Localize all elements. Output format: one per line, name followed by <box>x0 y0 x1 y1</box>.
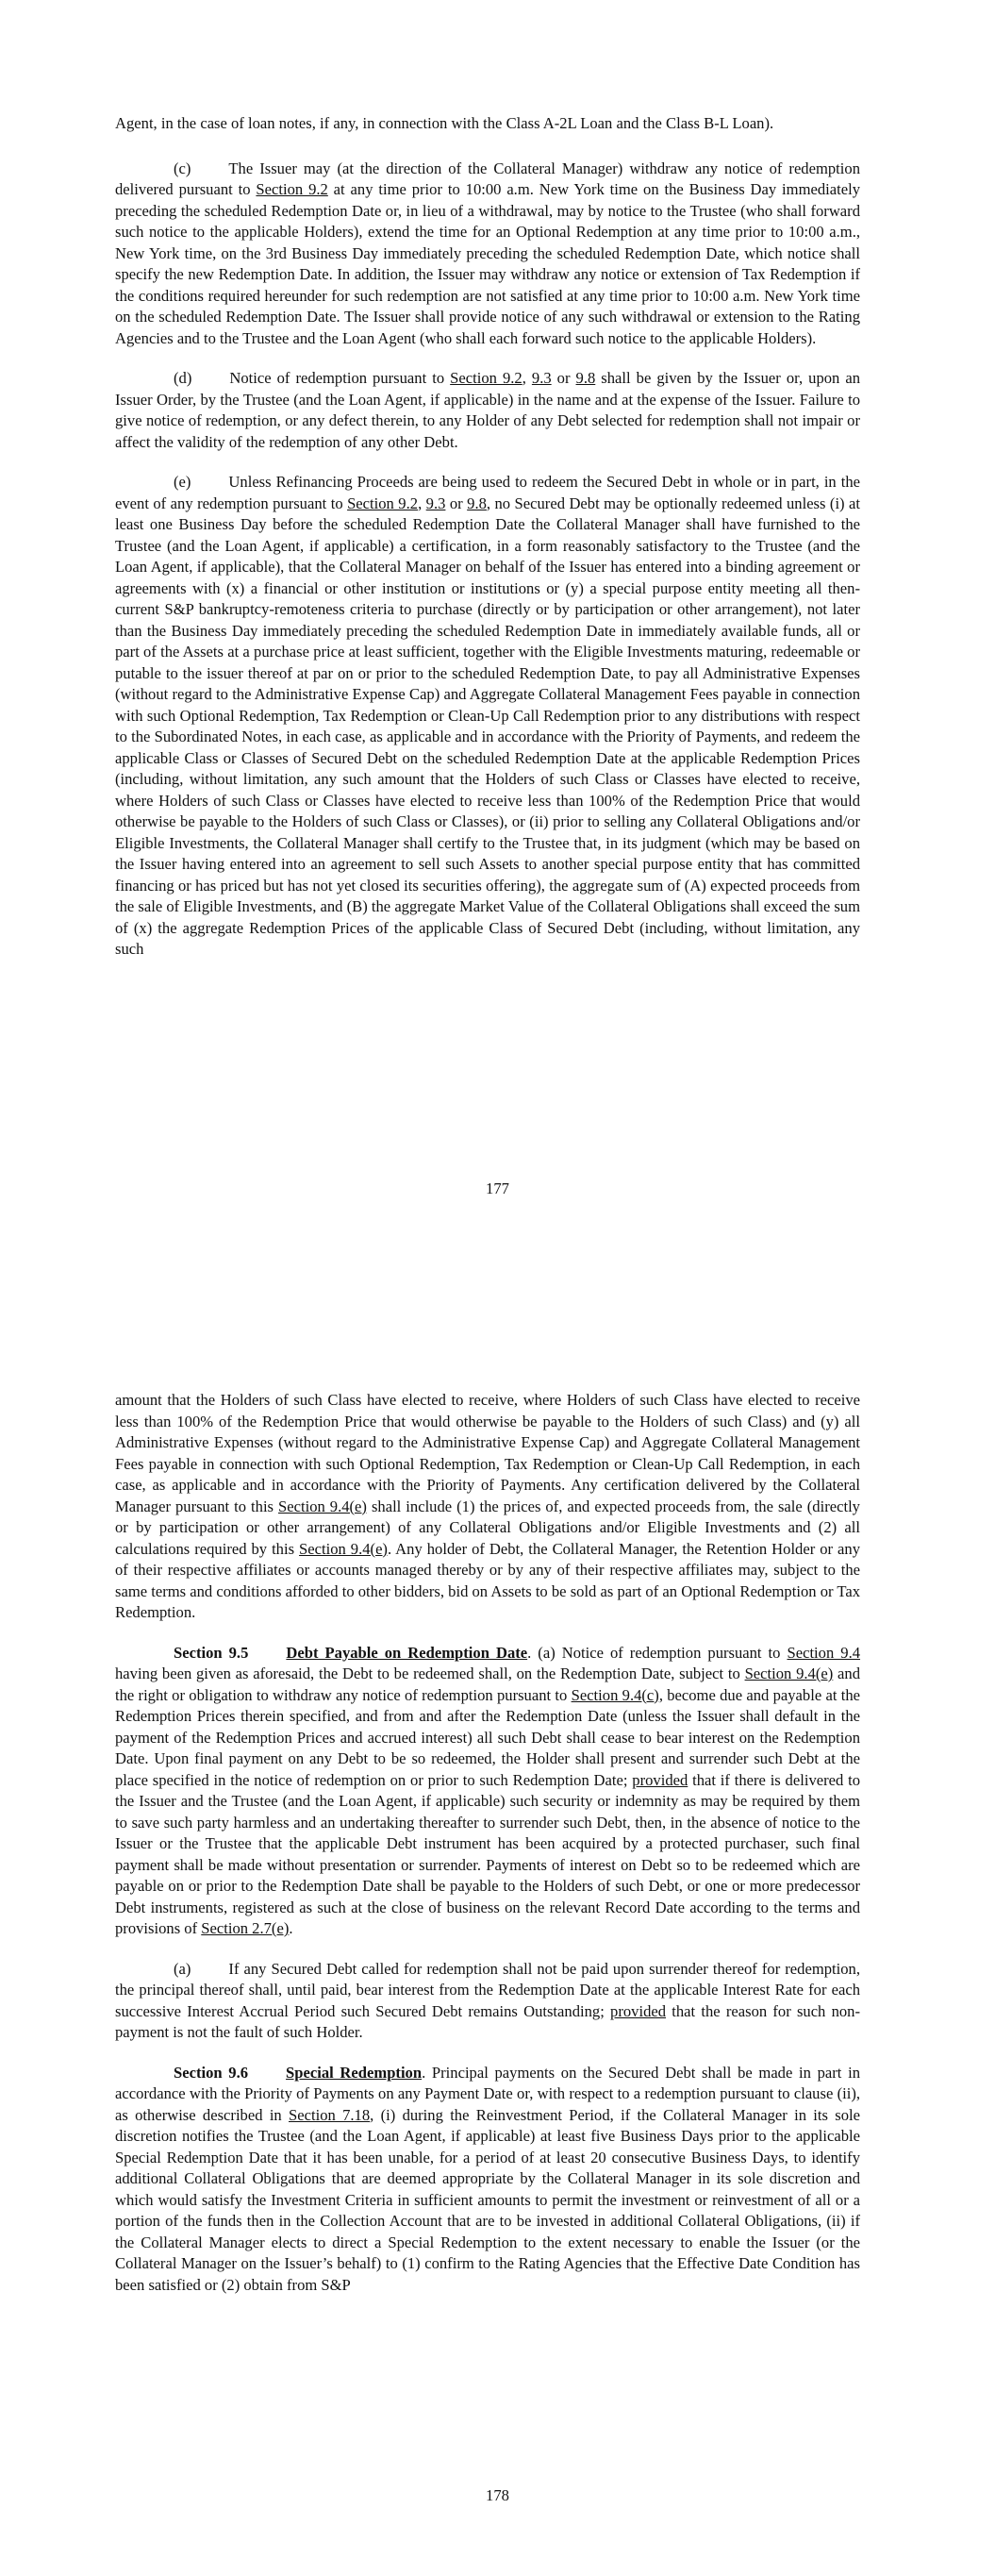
section-9-6-title: Special Redemption <box>286 2063 423 2082</box>
section-text: that the reason for such non-payment is not the fault of such Holder. <box>115 2001 860 2041</box>
separator-text: or <box>551 369 576 387</box>
continued-paragraph <box>115 1390 860 1624</box>
separator-text: , <box>418 493 426 512</box>
paragraph-e <box>115 472 860 961</box>
section-ref-link[interactable]: 9.3 <box>425 493 446 512</box>
continued-text: amount that the Holders of such Class have elected to receive, where Holders of such Class have elected to receive less than 100% of the Redemption Price that would otherwise be payable to the Holders of such Class) and (y) all Administrative Expenses (without regard to the Administrative Expense Cap) and Aggregate Collateral Management Fees payable in connection with such Optional Redemption, Tax Redemption or Clean-Up Call Redemption, in each case, as applicable and in accordance with the Priority of Payments. Any certification delivered by the Collateral Manager pursuant to this <box>115 1391 860 1515</box>
paragraph-c-text: The Issuer may (at the direction of the Collateral Manager) withdraw any notice of redemption delivered pursuant to <box>115 159 860 198</box>
section-ref-link[interactable]: 9.8 <box>467 493 487 512</box>
section-ref-link[interactable]: 9.8 <box>575 369 596 387</box>
section-9-5-title: Debt Payable on Redemption Date <box>286 1643 528 1662</box>
section-9-6-paragraph <box>115 2063 860 2297</box>
section-ref-link[interactable]: Section 9.2 <box>347 493 419 512</box>
section-ref-link[interactable]: Section 9.4(c) <box>571 1685 659 1704</box>
section-text: , become due and payable at the Redemption Prices therein specified, and from and after the Redemption Date (unless the Issuer shall default in the payment of the Redemption Prices and accrued interest) all such Debt shall cease to bear interest on the Redemption Date. Upon final payment on any Debt to be so redeemed, the Holder shall present and surrender such Debt at the place specified in the notice of redemption on or prior to such Redemption Date; <box>115 1685 860 1789</box>
separator-text: , <box>522 369 532 387</box>
section-9-5-label: Section 9.5 <box>174 1643 249 1662</box>
section-text: that if there is delivered to the Issuer and the Trustee (and the Loan Agent, if applicable) such security or indemnity as may be required by them to save such party harmless and an undertaking thereafter to surrender such Debt, then, in the absence of notice to the Issuer or the Trustee that the applicable Debt instrument has been acquired by a protected purchaser, such final payment shall be made without presentation or surrender. Payments of interest on Debt so to be redeemed which are payable on or prior to the Redemption Date shall be payable to the Holders of such Debt, or one or more predecessor Debt instruments, registered as such at the close of business on the relevant Record Date according to the terms and provisions of <box>115 1770 861 1937</box>
provided-term: provided <box>610 2001 667 2020</box>
section-ref-link[interactable]: Section 9.4(e) <box>299 1539 388 1558</box>
continued-text: . Any holder of Debt, the Collateral Manager, the Retention Holder or any of their respective affiliates or accounts managed thereby or by any of their respective affiliates may, subject to the same terms and conditions afforded to other bidders, bid on Assets to be sold as part of an Optional Redemption or Tax Redemption. <box>115 1539 860 1621</box>
section-ref-link[interactable]: Section 9.4 <box>787 1643 861 1662</box>
paragraph-c-label: (c) <box>174 159 191 177</box>
section-9-6-label: Section 9.6 <box>174 2063 249 2082</box>
paragraph-c-text: at any time prior to 10:00 a.m. New York time on the Business Day immediately preceding the scheduled Redemption Date or, in lieu of a withdrawal, may by notice to the Trustee (who shall forward such notice to the applicable Holders), extend the time for an Optional Redemption at any time prior to 10:00 a.m., New York time, on the 3rd Business Day immediately preceding the scheduled Redemption Date, which notice shall specify the new Redemption Date. In addition, the Issuer may withdraw any notice or extension of Tax Redemption if the conditions required hereunder for such redemption are not satisfied at any time prior to 10:00 a.m. New York time on the scheduled Redemption Date. The Issuer shall provide notice of any such withdrawal or extension to the Rating Agencies and to the Trustee and the Loan Agent (who shall each forward such notice to the applicable Holders). <box>115 180 860 347</box>
section-ref-link[interactable]: Section 2.7(e) <box>201 1919 290 1937</box>
paragraph-e-label: (e) <box>174 473 191 491</box>
lead-paragraph <box>115 113 860 135</box>
page-number: 177 <box>486 1179 509 1197</box>
section-text: . (a) Notice of redemption pursuant to <box>527 1643 788 1662</box>
continued-text: shall include (1) the prices of, and expected proceeds from, the sale (directly or by participation or other arrangement) of any Collateral Obligations and/or Eligible Investments and (2) all calculations required by this <box>115 1497 860 1558</box>
paragraph-d-text: shall be given by the Issuer or, upon an Issuer Order, by the Trustee (and the Loan Agent, if applicable) in the name and at the expense of the Issuer. Failure to give notice of redemption, or any defect therein, to any Holder of any Debt selected for redemption shall not impair or affect the validity of the redemption of any other Debt. <box>115 369 861 451</box>
paragraph-d-label: (d) <box>174 369 192 387</box>
paragraph-e-text: , no Secured Debt may be optionally redeemed unless (i) at least one Business Day before the scheduled Redemption Date the Collateral Manager shall have furnished to the Trustee (and the Loan Agent, if applicable) a certification, in a form reasonably satisfactory to the Trustee (and the Loan Agent, if applicable), that the Collateral Manager on behalf of the Issuer has entered into a binding agreement or agreements with (x) a financial or other institution or institutions or (y) a special purpose entity meeting all then-current S&P bankruptcy-remoteness criteria to purchase (directly or by participation or other arrangement), not later than the Business Day immediately preceding the scheduled Redemption Date in immediately available funds, all or part of the Assets at a purchase price at least sufficient, together with the Eligible Investments maturing, redeemable or putable to the issuer thereof at par on or prior to the scheduled Redemption Date, to pay all Administrative Expenses (without regard to the Administrative Expense Cap) and Aggregate Collateral Management Fees payable in connection with such Optional Redemption, Tax Redemption or Clean-Up Call Redemption prior to any distributions with respect to the Subordinated Notes, in each case, as applicable and in accordance with the Priority of Payments, and redeem the applicable Class or Classes of Secured Debt on the scheduled Redemption Date at the applicable Redemption Prices (including, without limitation, any such amount that the Holders of such Class or Classes have elected to receive, where Holders of such Class or Classes have elected to receive less than 100% of the Redemption Price that would otherwise be payable to the Holders of such Class or Classes), or (ii) prior to selling any Collateral Obligations and/or Eligible Investments, the Collateral Manager shall certify to the Trustee that, in its judgment (which may be based on the Issuer having entered into an agreement to sell such Assets to another special purpose entity that has committed financing or has priced but has not yet closed its securities offering), the aggregate sum of (A) expected proceeds from the sale of Eligible Investments, and (B) the aggregate Market Value of the Collateral Obligations shall exceed the sum of (x) the aggregate Redemption Prices of the applicable Class of Secured Debt (including, without limitation, any such <box>115 493 861 958</box>
paragraph-d-text: Notice of redemption pursuant to <box>229 369 451 387</box>
section-text: , (i) during the Reinvestment Period, if the Collateral Manager in its sole discretion notifies the Trustee (and the Loan Agent, if applicable) at least five Business Days prior to the applicable Special Redemption Date that it has been unable, for a period of at least 20 consecutive Business Days, to identify additional Collateral Obligations that are deemed appropriate by the Collateral Manager in its sole discretion and which would satisfy the Investment Criteria in sufficient amounts to permit the investment or reinvestment of all or a portion of the funds then in the Collection Account that are to be invested in additional Collateral Obligations, (ii) if the Collateral Manager elects to direct a Special Redemption to the extent necessary to enable the Issuer (or the Collateral Manager on the Issuer’s behalf) to (1) confirm to the Rating Agencies that the Effective Date Condition has been satisfied or (2) obtain from S&P <box>115 2105 861 2294</box>
section-ref-link[interactable]: Section 9.2 <box>256 180 328 198</box>
section-text: . Principal payments on the Secured Debt shall be made in part in accordance with the Priority of Payments on any Payment Date or, with respect to a redemption pursuant to clause (ii), as otherwise described in <box>115 2063 860 2124</box>
section-text: having been given as aforesaid, the Debt to be redeemed shall, on the Redemption Date, subject to <box>115 1664 745 1682</box>
paragraph-e-text: Unless Refinancing Proceeds are being used to redeem the Secured Debt in whole or in part, in the event of any redemption pursuant to <box>115 473 860 512</box>
provided-term: provided <box>632 1770 688 1789</box>
page-177-body <box>115 113 860 979</box>
section-text: If any Secured Debt called for redemption shall not be paid upon surrender thereof for redemption, the principal thereof shall, until paid, bear interest from the Redemption Date at the applicable Interest Rate for each successive Interest Accrual Period such Secured Debt remains Outstanding; <box>115 1959 860 2020</box>
section-ref-link[interactable]: Section 9.4(e) <box>744 1664 834 1682</box>
paragraph-d <box>115 368 860 453</box>
section-ref-link[interactable]: Section 9.2 <box>450 369 522 387</box>
section-text: and the right or obligation to withdraw any notice of redemption pursuant to <box>115 1664 860 1704</box>
paragraph-a-label: (a) <box>174 1959 191 1978</box>
lead-text: Agent, in the case of loan notes, if any, in connection with the Class A-2L Loan and the Class B-L Loan). <box>115 114 774 132</box>
page-178-body <box>115 1390 860 2315</box>
section-9-5-a-paragraph <box>115 1959 860 2044</box>
page-number: 178 <box>486 2486 509 2504</box>
section-ref-link[interactable]: Section 7.18 <box>289 2105 371 2124</box>
separator-text: or <box>445 493 468 512</box>
section-ref-link[interactable]: 9.3 <box>531 369 552 387</box>
section-text: . <box>289 1919 293 1937</box>
section-ref-link[interactable]: Section 9.4(e) <box>278 1497 367 1515</box>
section-9-5-paragraph <box>115 1643 860 1940</box>
paragraph-c <box>115 159 860 350</box>
